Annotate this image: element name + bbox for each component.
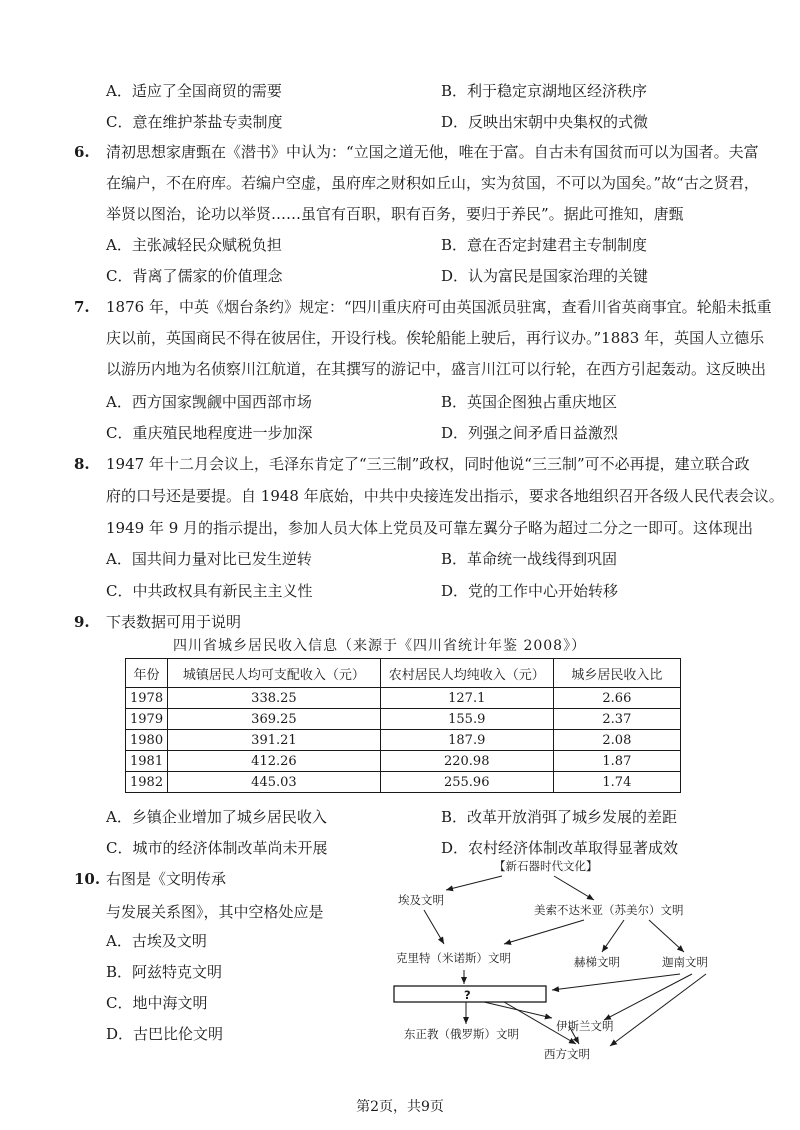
cell-rural-income: 187.9 <box>380 730 553 751</box>
q9-option-a: A．乡镇企业增加了城乡居民收入 <box>106 808 327 826</box>
q6-option-c: C．背离了儒家的价值理念 <box>106 267 283 285</box>
q5-option-a: A．适应了全国商贸的需要 <box>106 82 282 100</box>
cell-rural-income: 155.9 <box>380 709 553 730</box>
table-row <box>126 772 681 793</box>
q10-stem-line: 与发展关系图》，其中空格处应是 <box>106 903 324 921</box>
q6-option-b: B．意在否定封建君主专制制度 <box>441 236 648 254</box>
q7-option-a: A．西方国家觊觎中国西部市场 <box>106 393 312 411</box>
q10-option-c: C．地中海文明 <box>106 994 208 1012</box>
cell-year: 1980 <box>126 730 168 751</box>
cell-urban-income: 445.03 <box>168 772 381 793</box>
page-footer: 第2页，共9页 <box>356 1099 444 1115</box>
cell-income-ratio: 1.87 <box>553 751 680 772</box>
q8-option-b: B．革命统一战线得到巩固 <box>441 550 618 568</box>
q8-number: 8. <box>74 455 90 473</box>
table-row <box>126 730 681 751</box>
arrow <box>554 876 594 900</box>
mesopotamia-civilization-label: 美索不达米亚（苏美尔）文明 <box>534 903 684 917</box>
q7-number: 7. <box>74 298 90 316</box>
q8-stem-line: 1949 年 9 月的指示提出，参加人员大体上党员及可靠左翼分子略为超过二分之一即可。这体现出 <box>106 519 754 537</box>
orthodox-civilization-label: 东正教（俄罗斯）文明 <box>404 1027 519 1041</box>
cell-income-ratio: 2.66 <box>553 688 680 709</box>
q9-stem: 下表数据可用于说明 <box>106 613 242 631</box>
q8-option-c: C．中共政权具有新民主主义性 <box>106 582 313 600</box>
q7-stem-line: 1876 年，中英《烟台条约》规定：“四川重庆府可由英国派员驻寓，查看川省英商事宜。轮船未抵重 <box>106 298 772 316</box>
civilization-diagram <box>384 852 732 1070</box>
header-urban-income: 城镇居民人均可支配收入（元） <box>168 659 381 688</box>
q9-number: 9. <box>74 613 90 631</box>
cell-year: 1978 <box>126 688 168 709</box>
q6-option-a: A．主张减轻民众赋税负担 <box>106 236 282 254</box>
arrow <box>602 920 624 952</box>
cell-income-ratio: 1.74 <box>553 772 680 793</box>
islamic-civilization-label: 伊斯兰文明 <box>556 1019 614 1033</box>
table-row <box>126 751 681 772</box>
q10-number: 10. <box>74 870 101 888</box>
arrow <box>424 910 444 944</box>
table-row <box>126 688 681 709</box>
q9-option-d: D．农村经济体制改革取得显著成效 <box>441 839 679 857</box>
arrow <box>552 974 680 990</box>
income-table <box>125 658 681 793</box>
cell-year: 1982 <box>126 772 168 793</box>
cell-urban-income: 369.25 <box>168 709 381 730</box>
q8-option-d: D．党的工作中心开始转移 <box>441 582 619 600</box>
q7-stem-line: 庆以前，英国商民不得在彼居住，开设行栈。俟轮船能上驶后，再行议办。”1883 年，英国人立德乐 <box>106 329 765 347</box>
arrow <box>649 920 684 952</box>
q5-option-b: B．利于稳定京湖地区经济秩序 <box>441 82 648 100</box>
q6-stem-line: 举贤以图治，论功以举贤……虽官有百职，职有百务，要归于养民”。据此可推知，唐甄 <box>106 205 684 223</box>
q7-stem-line: 以游历内地为名侦察川江航道，在其撰写的游记中，盛言川江可以行轮，在西方引起轰动。这反映出 <box>106 360 767 378</box>
q6-number: 6. <box>74 143 90 161</box>
header-rural-income: 农村居民人均纯收入（元） <box>380 659 553 688</box>
neolithic-culture-label: 【新石器时代文化】 <box>494 859 598 873</box>
header-income-ratio: 城乡居民收入比 <box>553 659 680 688</box>
cell-rural-income: 220.98 <box>380 751 553 772</box>
cell-year: 1981 <box>126 751 168 772</box>
table-header-row <box>126 659 681 688</box>
q10-option-d: D．古巴比伦文明 <box>106 1025 224 1043</box>
header-year: 年份 <box>126 659 168 688</box>
table-caption: 四川省城乡居民收入信息（来源于《四川省统计年鉴 2008》） <box>173 638 587 654</box>
cell-urban-income: 412.26 <box>168 751 381 772</box>
q7-option-b: B．英国企图独占重庆地区 <box>441 393 618 411</box>
q8-stem-line: 府的口号还是要提。自 1948 年底始，中共中央接连发出指示，要求各地组织召开各级人民代表会议。 <box>106 487 784 505</box>
q6-stem-line: 清初思想家唐甄在《潜书》中认为：“立国之道无他，唯在于富。自古未有国贫而可以为国者。夫富 <box>106 143 759 161</box>
cell-rural-income: 255.96 <box>380 772 553 793</box>
q10-option-a: A．古埃及文明 <box>106 932 207 950</box>
arrow <box>446 876 502 890</box>
q10-option-b: B．阿兹特克文明 <box>106 963 223 981</box>
cell-income-ratio: 2.08 <box>553 730 680 751</box>
q8-option-a: A．国共间力量对比已发生逆转 <box>106 550 312 568</box>
q9-option-b: B．改革开放消弭了城乡发展的差距 <box>441 808 678 826</box>
blank-question-mark: ? <box>464 988 471 1002</box>
arrow <box>504 920 584 944</box>
q5-option-d: D．反映出宋朝中央集权的式微 <box>441 113 649 131</box>
cell-year: 1979 <box>126 709 168 730</box>
q10-stem-line: 右图是《文明传承 <box>106 870 227 888</box>
q6-stem-line: 在编户，不在府库。若编户空虚，虽府库之财积如丘山，实为贫国，不可以为国矣。”故“古之贤君， <box>106 174 759 192</box>
hittite-civilization-label: 赫梯文明 <box>574 955 620 969</box>
q7-option-c: C．重庆殖民地程度进一步加深 <box>106 424 313 442</box>
cell-urban-income: 338.25 <box>168 688 381 709</box>
arrow <box>610 974 706 1046</box>
cell-urban-income: 391.21 <box>168 730 381 751</box>
q5-option-c: C．意在维护茶盐专卖制度 <box>106 113 283 131</box>
arrow <box>604 974 692 1020</box>
q9-option-c: C．城市的经济体制改革尚未开展 <box>106 839 328 857</box>
table-row <box>126 709 681 730</box>
egypt-civilization-label: 埃及文明 <box>398 893 444 907</box>
cell-rural-income: 127.1 <box>380 688 553 709</box>
levant-civilization-label: 迦南文明 <box>662 955 708 969</box>
q8-stem-line: 1947 年十二月会议上，毛泽东肯定了“三三制”政权，同时他说“三三制”可不必再提，建立联合政 <box>106 455 750 473</box>
q6-option-d: D．认为富民是国家治理的关键 <box>441 267 649 285</box>
crete-civilization-label: 克里特（米诺斯）文明 <box>396 951 511 965</box>
cell-income-ratio: 2.37 <box>553 709 680 730</box>
western-civilization-label: 西方文明 <box>544 1047 590 1061</box>
q7-option-d: D．列强之间矛盾日益激烈 <box>441 424 619 442</box>
